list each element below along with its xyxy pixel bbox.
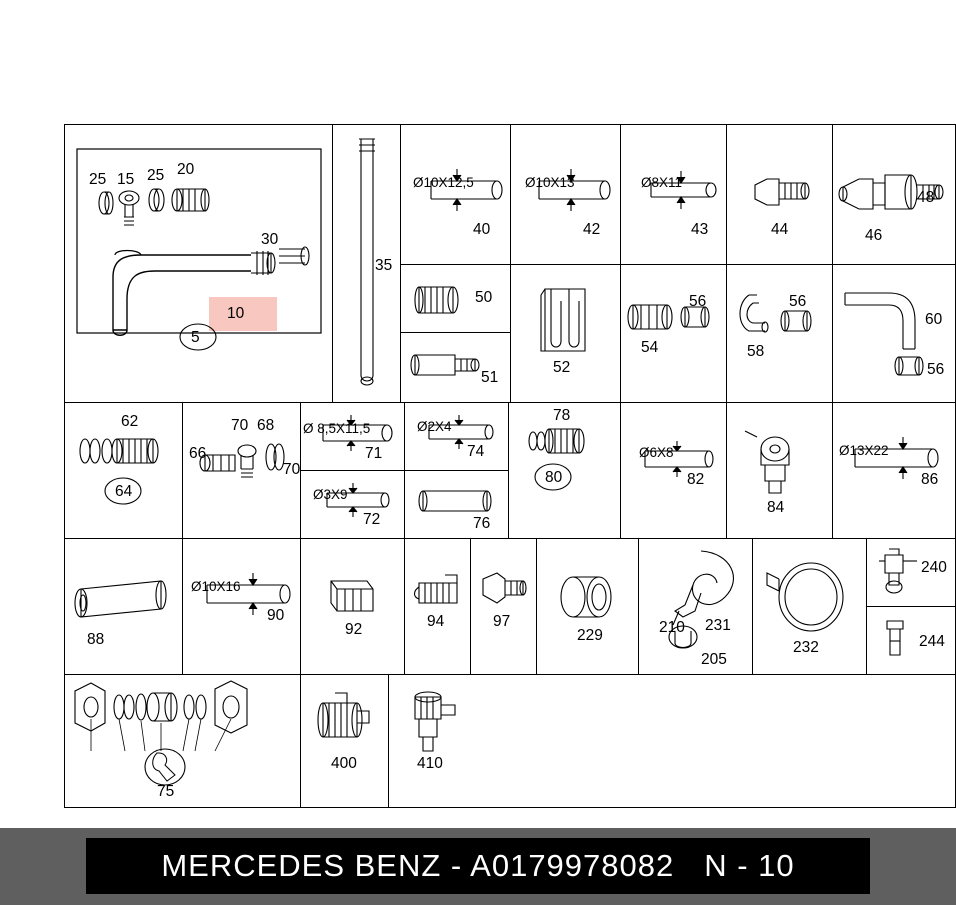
cell-40: [401, 125, 511, 265]
cell-240: [867, 539, 955, 607]
label-25a: 25: [89, 171, 107, 188]
cell-74: [405, 403, 509, 471]
cell-inset-assembly: [65, 125, 333, 403]
label-84: 84: [767, 499, 785, 516]
cell-84: [727, 403, 833, 539]
label-20: 20: [177, 161, 195, 178]
label-70b: 70: [283, 461, 301, 478]
part-71-artwork: [301, 403, 405, 471]
cell-71: [301, 403, 405, 471]
part-60-56-artwork: [833, 265, 955, 403]
dim-71: Ø 8,5X11,5: [303, 421, 371, 436]
part-51-artwork: [401, 333, 511, 403]
cell-58-56: [727, 265, 833, 403]
label-210: 210: [659, 619, 685, 636]
label-205: 205: [701, 651, 727, 668]
part-75-artwork: [65, 675, 301, 807]
label-68: 68: [257, 417, 275, 434]
label-43: 43: [691, 221, 709, 238]
label-240: 240: [921, 559, 947, 576]
part-229-artwork: [537, 539, 639, 675]
part-410-artwork: [389, 675, 473, 807]
label-88: 88: [87, 631, 105, 648]
part-76-artwork: [405, 471, 509, 539]
cell-88: [65, 539, 183, 675]
label-44: 44: [771, 221, 789, 238]
cell-410: [389, 675, 473, 807]
cell-43: [621, 125, 727, 265]
part-210-231-205-artwork: [639, 539, 753, 675]
label-10: 10: [227, 305, 245, 322]
label-25b: 25: [147, 167, 165, 184]
part-54-56-artwork: [621, 265, 727, 403]
cell-empty-row4: [473, 675, 955, 807]
label-400: 400: [331, 755, 357, 772]
part-50-artwork: [401, 265, 511, 333]
cell-62-64: [65, 403, 183, 539]
part-82-artwork: [621, 403, 727, 539]
part-88-artwork: [65, 539, 183, 675]
footer-label: [86, 838, 870, 894]
part-52-artwork: [511, 265, 621, 403]
cell-76: [405, 471, 509, 539]
cell-229: [537, 539, 639, 675]
cell-42: [511, 125, 621, 265]
sheet-code: N - 10: [704, 848, 795, 883]
label-231: 231: [705, 617, 731, 634]
label-75: 75: [157, 783, 175, 800]
label-35: 35: [375, 257, 393, 274]
label-229: 229: [577, 627, 603, 644]
label-82: 82: [687, 471, 705, 488]
dim-86: Ø13X22: [839, 443, 889, 458]
label-64: 64: [115, 483, 133, 500]
label-56a: 56: [689, 293, 707, 310]
dim-40: Ø10X12,5: [413, 175, 474, 190]
label-50: 50: [475, 289, 493, 306]
label-30: 30: [261, 231, 279, 248]
cell-90: [183, 539, 301, 675]
cell-94: [405, 539, 471, 675]
part-40-artwork: [401, 125, 511, 265]
label-48: 48: [917, 189, 935, 206]
label-94: 94: [427, 613, 445, 630]
label-232: 232: [793, 639, 819, 656]
label-72: 72: [363, 511, 381, 528]
part-84-artwork: [727, 403, 833, 539]
cell-60-56: [833, 265, 955, 403]
label-66: 66: [189, 445, 207, 462]
label-92: 92: [345, 621, 363, 638]
part-42-artwork: [511, 125, 621, 265]
part-94-artwork: [405, 539, 471, 675]
label-51: 51: [481, 369, 499, 386]
cell-46-48: [833, 125, 955, 265]
cell-72: [301, 471, 405, 539]
label-56b: 56: [789, 293, 807, 310]
label-74: 74: [467, 443, 485, 460]
cell-51: [401, 333, 511, 403]
part-92-artwork: [301, 539, 405, 675]
part-46-48-artwork: [833, 125, 955, 265]
dim-82: Ø6X8: [639, 445, 674, 460]
part-number-text: A0179978082: [470, 848, 675, 883]
dim-90: Ø10X16: [191, 579, 241, 594]
dim-72: Ø3X9: [313, 487, 348, 502]
cell-78-80: [509, 403, 621, 539]
cell-400: [301, 675, 389, 807]
label-80: 80: [545, 469, 563, 486]
dim-74: Ø2X4: [417, 419, 452, 434]
label-97: 97: [493, 613, 511, 630]
cell-92: [301, 539, 405, 675]
label-56c: 56: [927, 361, 945, 378]
label-90: 90: [267, 607, 285, 624]
part-58-56-artwork: [727, 265, 833, 403]
label-78: 78: [553, 407, 571, 424]
cell-35: [333, 125, 401, 403]
part-400-artwork: [301, 675, 389, 807]
part-97-artwork: [471, 539, 537, 675]
parts-diagram-sheet: [64, 124, 956, 808]
label-40: 40: [473, 221, 491, 238]
label-62: 62: [121, 413, 139, 430]
cell-232: [753, 539, 867, 675]
label-5: 5: [191, 329, 200, 346]
inset-parts-artwork: [65, 125, 333, 403]
cell-97: [471, 539, 537, 675]
cell-50: [401, 265, 511, 333]
part-43-artwork: [621, 125, 727, 265]
label-410: 410: [417, 755, 443, 772]
label-60: 60: [925, 311, 943, 328]
label-58: 58: [747, 343, 765, 360]
label-86: 86: [921, 471, 939, 488]
label-54: 54: [641, 339, 659, 356]
label-15: 15: [117, 171, 135, 188]
part-44-artwork: [727, 125, 833, 265]
cell-210-231-205: [639, 539, 753, 675]
part-72-artwork: [301, 471, 405, 539]
label-70a: 70: [231, 417, 249, 434]
footer-brand-partnumber: [161, 848, 674, 884]
cell-54-56: [621, 265, 727, 403]
dim-43: Ø8X11: [641, 175, 683, 190]
cell-86: [833, 403, 955, 539]
cell-82: [621, 403, 727, 539]
label-42: 42: [583, 221, 601, 238]
brand-text: MERCEDES BENZ -: [161, 848, 471, 883]
cell-244: [867, 607, 955, 675]
label-76: 76: [473, 515, 491, 532]
cell-44: [727, 125, 833, 265]
cell-66-70: [183, 403, 301, 539]
label-244: 244: [919, 633, 945, 650]
dim-42: Ø10X13: [525, 175, 575, 190]
label-52: 52: [553, 359, 571, 376]
cell-75: [65, 675, 301, 807]
part-74-artwork: [405, 403, 509, 471]
label-71: 71: [365, 445, 383, 462]
label-46: 46: [865, 227, 883, 244]
cell-52: [511, 265, 621, 403]
